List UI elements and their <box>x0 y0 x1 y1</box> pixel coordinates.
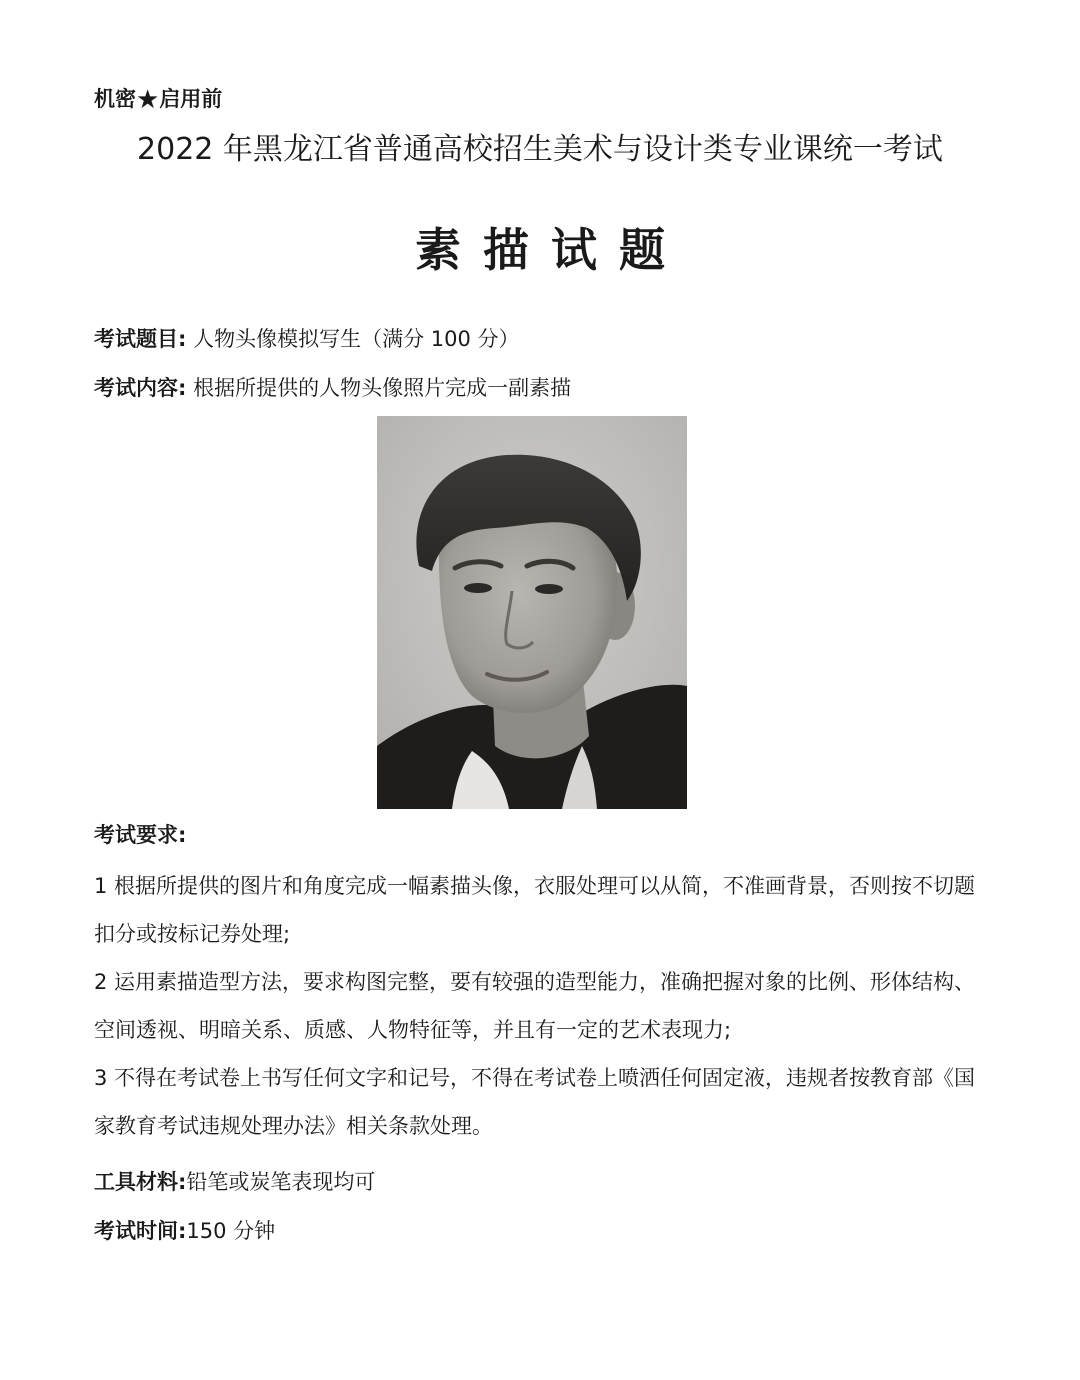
exam-content-value: 根据所提供的人物头像照片完成一副素描 <box>193 376 572 400</box>
tools-value: 铅笔或炭笔表现均可 <box>186 1170 376 1194</box>
star-icon: ★ <box>136 85 160 115</box>
portrait-photo <box>377 416 687 809</box>
exam-title: 2022 年黑龙江省普通高校招生美术与设计类专业课统一考试 <box>137 132 943 167</box>
exam-topic <box>94 324 520 354</box>
confidential-label: 机密 <box>94 87 136 111</box>
exam-topic-label: 考试题目: <box>94 327 187 351</box>
tools-materials <box>94 1167 375 1197</box>
before-use-label: 启用前 <box>159 87 223 111</box>
requirements-heading: 考试要求: <box>94 823 187 847</box>
time-value: 150 分钟 <box>186 1219 276 1243</box>
exam-content <box>94 373 571 403</box>
requirement-item: 3 不得在考试卷上书写任何文字和记号，不得在考试卷上喷洒任何固定液，违规者按教育部《国家教育考试违规处理办法》相关条款处理。 <box>94 1066 976 1138</box>
confidential-marker <box>94 84 222 115</box>
requirement-item: 1 根据所提供的图片和角度完成一幅素描头像，衣服处理可以从简，不准画背景，否则按不切题扣分或按标记券处理; <box>94 874 976 946</box>
time-label: 考试时间: <box>94 1219 187 1243</box>
exam-time <box>94 1216 275 1246</box>
exam-topic-value: 人物头像模拟写生（满分 100 分） <box>193 327 520 351</box>
paper-title: 素描试题 <box>415 223 687 277</box>
tools-label: 工具材料: <box>94 1170 187 1194</box>
exam-content-label: 考试内容: <box>94 376 187 400</box>
requirement-item: 2 运用素描造型方法，要求构图完整，要有较强的造型能力，准确把握对象的比例、形体结构、空间透视、明暗关系、质感、人物特征等，并且有一定的艺术表现力; <box>94 970 976 1042</box>
